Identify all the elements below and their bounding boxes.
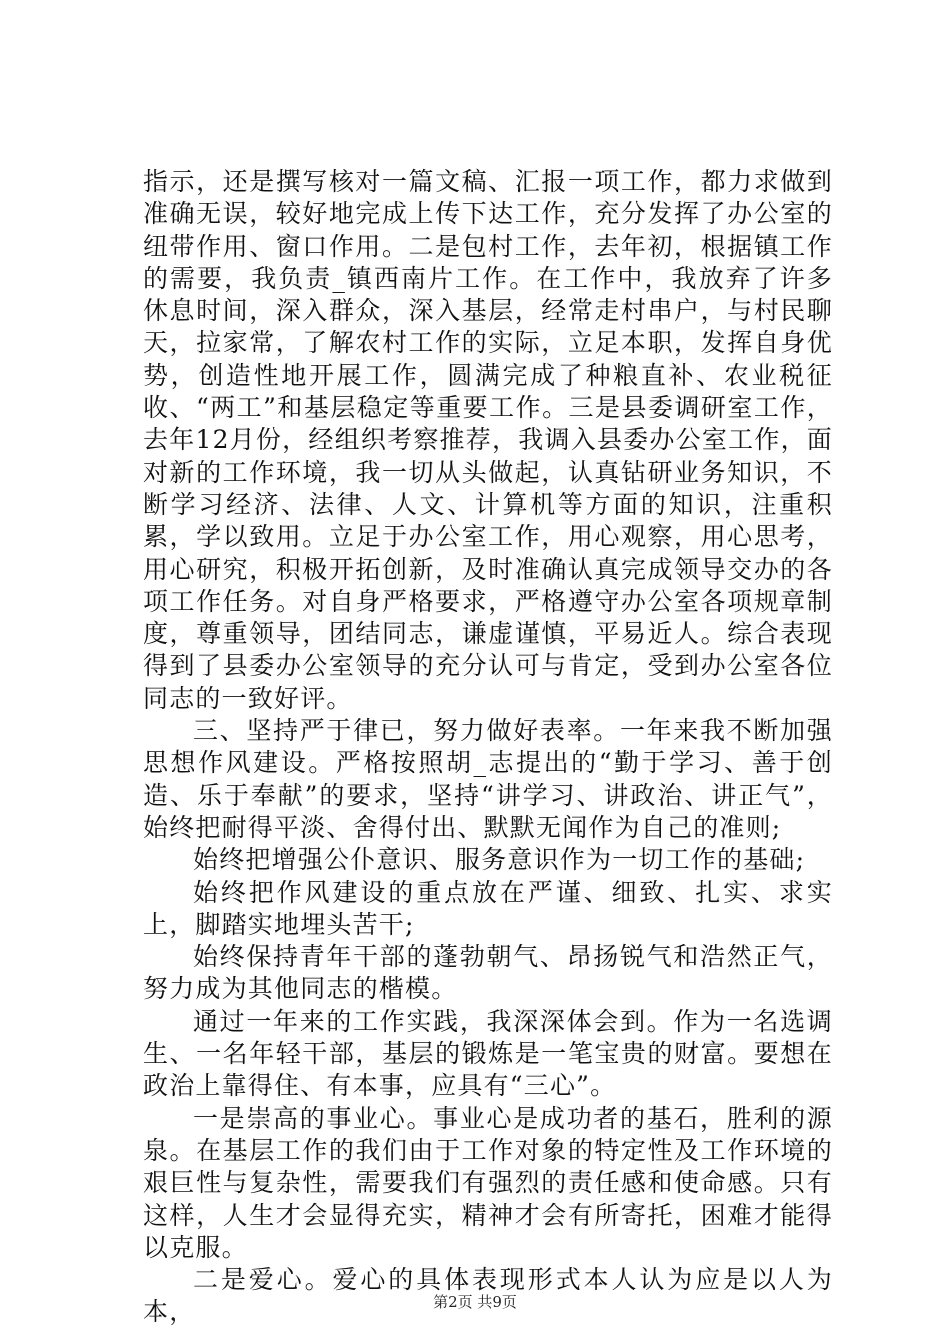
paragraph-service-awareness: 始终把增强公仆意识、服务意识作为一切工作的基础; <box>193 845 806 875</box>
document-body <box>143 166 833 1329</box>
paragraph-dedication: 一是崇高的事业心。事业心是成功者的基石，胜利的源泉。在基层工作的我们由于工作对象的特定性及工作环境的艰巨性与复杂性，需要我们有强烈的责任感和使命感。只有这样，人生才会显得充实，精神才会有所寄托，困难才能得以克服。 <box>143 1103 833 1262</box>
paragraph-work-style: 始终把作风建设的重点放在严谨、细致、扎实、求实上，脚踏实地埋头苦干; <box>143 877 833 939</box>
paragraph-love: 二是爱心。爱心的具体表现形式本人认为应是以人为本， <box>143 1265 833 1327</box>
paragraph-continued-work-summary: 指示，还是撰写核对一篇文稿、汇报一项工作，都力求做到准确无误，较好地完成上传下达工作，充分发挥了办公室的纽带作用、窗口作用。二是包村工作，去年初，根据镇工作的需要，我负责_镇西南片工作。在工作中，我放弃了许多休息时间，深入群众，深入基层，经常走村串户，与村民聊天，拉家常，了解农村工作的实际，立足本职，发挥自身优势，创造性地开展工作，圆满完成了种粮直补、农业税征收、“两工”和基层稳定等重要工作。三是县委调研室工作，去年12月份，经组织考察推荐，我调入县委办公室工作，面对新的工作环境，我一切从头做起，认真钻研业务知识，不断学习经济、法律、人文、计算机等方面的知识，注重积累，学以致用。立足于办公室工作，用心观察，用心思考，用心研究，积极开拓创新，及时准确认真完成领导交办的各项工作任务。对自身严格要求，严格遵守办公室各项规章制度，尊重领导，团结同志，谦虚谨慎，平易近人。综合表现得到了县委办公室领导的充分认可与肯定，受到办公室各位同志的一致好评。 <box>143 167 833 713</box>
paragraph-experience-summary: 通过一年来的工作实践，我深深体会到。作为一名选调生、一名年轻干部，基层的锻炼是一笔宝贵的财富。要想在政治上靠得住、有本事，应具有“三心”。 <box>143 1006 833 1101</box>
page-number-footer: 第2页 共9页 <box>433 1293 517 1311</box>
paragraph-young-cadre-spirit: 始终保持青年干部的蓬勃朝气、昂扬锐气和浩然正气，努力成为其他同志的楷模。 <box>143 942 833 1004</box>
paragraph-self-discipline: 三、坚持严于律已，努力做好表率。一年来我不断加强思想作风建设。严格按照胡_志提出的“勤于学习、善于创造、乐于奉献”的要求，坚持“讲学习、讲政治、讲正气”，始终把耐得平淡、舍得付出、默默无闻作为自己的准则; <box>143 716 833 842</box>
